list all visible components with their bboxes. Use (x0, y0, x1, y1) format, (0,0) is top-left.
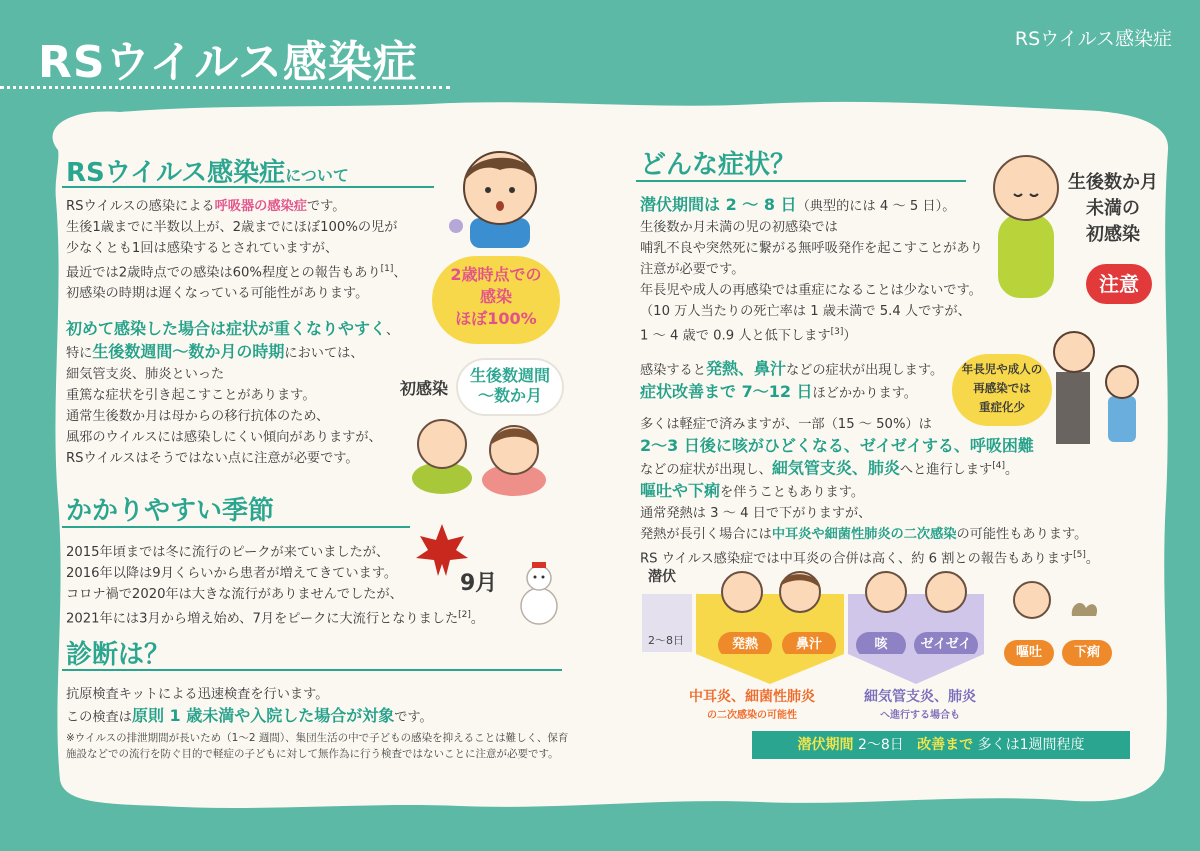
vomit-pill: 嘔吐 (1004, 640, 1054, 666)
symptoms-text: 。 (1004, 462, 1019, 478)
worsening-highlight: 2〜3 日後に咳がひどくなる、ゼイゼイする、呼吸困難 (640, 436, 1034, 455)
about-text: 少なくとも1回は感染するとされていますが、 (66, 241, 339, 256)
about-text: 生後1歳までに半数以上が、2歳までにほぼ100%の児が (66, 220, 398, 235)
symptoms-text: ） (843, 328, 857, 344)
infant-illustration (980, 150, 1070, 310)
reference-3: [3] (830, 327, 844, 337)
symptoms-text: RS ウイルス感染症では中耳炎の合併は高く、約 6 割との報告もあります (640, 551, 1074, 567)
symptoms-text: 多くは軽症で済みますが、一部（15 〜 50%）は (640, 417, 932, 432)
warning-text: 未満の (1086, 198, 1140, 219)
incubation-days: 2〜8日 (648, 634, 684, 647)
recovery-highlight: 症状改善まで 7〜12 日 (640, 382, 813, 401)
bubble-text: ほぼ100% (455, 309, 537, 328)
vomit-diarrhea-highlight: 嘔吐や下痢 (640, 481, 721, 501)
diagnosis-text: この検査は (66, 710, 132, 725)
diagnosis-text: 抗原検査キットによる迅速検査を行います。 (66, 687, 329, 702)
symptoms-text: 感染すると (640, 363, 706, 378)
test-target-highlight: 原則 1 歳未満や入院した場合が対象 (131, 706, 395, 725)
complication-subtext: の二次感染の可能性 (707, 710, 797, 721)
page-title: RSウイルス感染症 (38, 37, 418, 88)
about-text: 最近では2歳時点での感染は60%程度との報告もあり (66, 265, 381, 281)
symptoms-text: 哺乳不良や突然死に繋がる無呼吸発作を起こすことがあり (640, 241, 983, 256)
corner-label: RSウイルス感染症 (1014, 28, 1172, 50)
about-text: です。 (306, 199, 346, 214)
summary-value: 2〜8日 (857, 737, 904, 753)
warning-badge: 注意 (1086, 264, 1152, 304)
reference-4: [4] (992, 461, 1005, 471)
symptoms-paragraph-3 (640, 414, 1099, 570)
diagnosis-paragraph (66, 684, 433, 728)
about-text: 風邪のウイルスには感染しにくい傾向がありますが、 (66, 430, 382, 445)
toddler-illustration (440, 140, 570, 250)
age2-infection-bubble (432, 256, 560, 344)
warning-text: 初感染 (1086, 224, 1140, 245)
diagnosis-underline (62, 669, 562, 671)
about-paragraph-1 (66, 196, 407, 304)
season-underline (62, 526, 410, 528)
incubation-highlight: 潜伏期間は 2 〜 8 日 (640, 195, 797, 214)
season-text: 2015年頃までは冬に流行のピークが来ていましたが、 (66, 545, 390, 560)
fever-nasal-faces (718, 566, 838, 616)
bubble-text: 〜数か月 (477, 386, 542, 405)
bubble-text: 再感染では (973, 381, 1031, 395)
about-paragraph-2 (66, 318, 399, 469)
note-text: ※ウイルスの排泄期間が長いため（1〜2 週間）、集団生活の中で子どもの感染を抑えることは難しく、保育 (66, 732, 569, 744)
about-text: においては、 (284, 346, 364, 361)
season-text: 2016年以降は9月くらいから患者が増えてきています。 (66, 566, 398, 581)
about-underline (62, 186, 434, 188)
symptoms-heading: どんな症状？ (640, 150, 797, 180)
symptoms-text: 生後数か月未満の児の初感染では (640, 220, 838, 235)
adult-child-illustration (1046, 326, 1146, 446)
bubble-text: 生後数週間 (469, 366, 550, 385)
month-label: 9月 (460, 571, 498, 596)
reference-1: [1] (380, 264, 394, 274)
progression-arrows (696, 654, 986, 686)
about-text: 特に (66, 346, 93, 361)
reference-2: [2] (458, 610, 471, 620)
diagnosis-text: です。 (394, 710, 433, 725)
complication-ear (678, 686, 826, 721)
nasal-pill: 鼻汁 (782, 632, 836, 658)
symptoms-text: を伴うこともあります。 (720, 485, 865, 501)
season-text: コロナ禍で2020年は大きな流行がありませんでしたが、 (66, 587, 403, 602)
bubble-text: 年長児や成人の (961, 362, 1043, 376)
symptoms-text: （典型的には 4 〜 5 日）。 (796, 199, 956, 214)
infant-period-highlight: 生後数週間〜数か月の時期 (92, 342, 285, 361)
about-text: RSウイルスの感染による (66, 199, 215, 214)
about-text: 、 (393, 265, 407, 281)
summary-bar (752, 731, 1130, 759)
symptoms-paragraph-1 (640, 194, 983, 346)
babies-illustration (402, 410, 562, 500)
fever-pill: 発熱 (718, 632, 772, 658)
season-text: 。 (470, 611, 485, 627)
warning-text: 生後数か月 (1068, 172, 1158, 193)
symptoms-text: （10 万人当たりの死亡率は 1 歳未満で 5.4 人ですが、 (640, 304, 971, 319)
symptoms-text: 通常発熱は 3 〜 4 日で下がりますが、 (640, 506, 872, 522)
cough-pill: 咳 (856, 632, 906, 658)
season-text: 2021年には3月から増え始め、7月をピークに大流行となりました (66, 611, 459, 627)
reference-5: [5] (1073, 550, 1086, 561)
respiratory-infection-highlight: 呼吸器の感染症 (214, 199, 307, 214)
about-text: 通常生後数か月は母からの移行抗体のため、 (66, 409, 330, 424)
about-title-suffix: について (285, 166, 349, 185)
symptoms-text: の可能性もあります。 (956, 527, 1088, 543)
weeks-months-bubble (458, 360, 562, 414)
symptoms-text: などの症状が出現します。 (785, 363, 944, 378)
wheeze-pill: ゼイゼイ (914, 632, 978, 658)
season-heading: かかりやすい季節 (66, 496, 275, 526)
reinfection-bubble (952, 354, 1052, 426)
vomit-diarrhea-faces (1012, 576, 1102, 622)
symptoms-text: 1 〜 4 歳で 0.9 人と低下します (640, 328, 831, 344)
symptoms-text: へと進行します (899, 462, 993, 478)
symptoms-paragraph-2 (640, 358, 943, 404)
bronchiolitis-highlight: 細気管支炎、肺炎 (771, 458, 900, 478)
snowman-icon (514, 556, 564, 626)
symptoms-text: 年長児や成人の再感染では重症になることは少ないです。 (640, 283, 982, 298)
symptoms-text: などの症状が出現し、 (640, 462, 772, 478)
summary-label: 改善まで (917, 737, 974, 753)
symptoms-text: ほどかかります。 (812, 386, 917, 401)
complication-text: 細気管支炎、肺炎 (864, 689, 976, 705)
cough-wheeze-faces (862, 566, 972, 616)
complication-subtext: へ進行する場合も (880, 710, 960, 721)
bubble-text: 2歳時点での (450, 265, 542, 284)
diagnosis-heading: 診断は？ (66, 640, 171, 670)
first-infection-label: 初感染 (400, 379, 449, 398)
symptoms-text: 。 (1085, 551, 1100, 567)
infant-warning-label (1068, 170, 1158, 248)
incubation-label: 潜伏 (648, 569, 676, 585)
note-text: 施設などでの流行を防ぐ目的で軽症の子どもに対して無作為に行う検査ではないことに注意が必要です。 (66, 748, 559, 760)
fever-nasal-highlight: 発熱、鼻汁 (705, 359, 786, 378)
diagnosis-note (66, 730, 568, 762)
severe-first-infection-highlight: 初めて感染した場合は症状が重くなりやすく (66, 319, 387, 338)
diarrhea-pill: 下痢 (1062, 640, 1112, 666)
about-text: 重篤な症状を引き起こすことがあります。 (66, 388, 316, 403)
bubble-text: 感染 (479, 287, 512, 306)
about-text: 初感染の時期は遅くなっている可能性があります。 (66, 286, 369, 302)
about-text: RSウイルスはそうではない点に注意が必要です。 (66, 451, 359, 466)
symptoms-underline (636, 180, 966, 182)
symptoms-text: 発熱が長引く場合には (640, 527, 772, 543)
about-title: RSウイルス感染症 (66, 158, 286, 188)
about-text: 、 (386, 323, 400, 338)
summary-value: 多くは1週間程度 (977, 737, 1085, 753)
secondary-infection-highlight: 中耳炎や細菌性肺炎の二次感染 (771, 527, 957, 543)
symptoms-text: 注意が必要です。 (640, 262, 745, 277)
complication-bronchiolitis (846, 686, 994, 721)
about-heading (66, 152, 349, 189)
bubble-text: 重症化少 (979, 400, 1025, 414)
summary-label: 潜伏期間 (797, 737, 854, 753)
about-text: 細気管支炎、肺炎といった (66, 367, 225, 382)
complication-text: 中耳炎、細菌性肺炎 (689, 689, 815, 705)
